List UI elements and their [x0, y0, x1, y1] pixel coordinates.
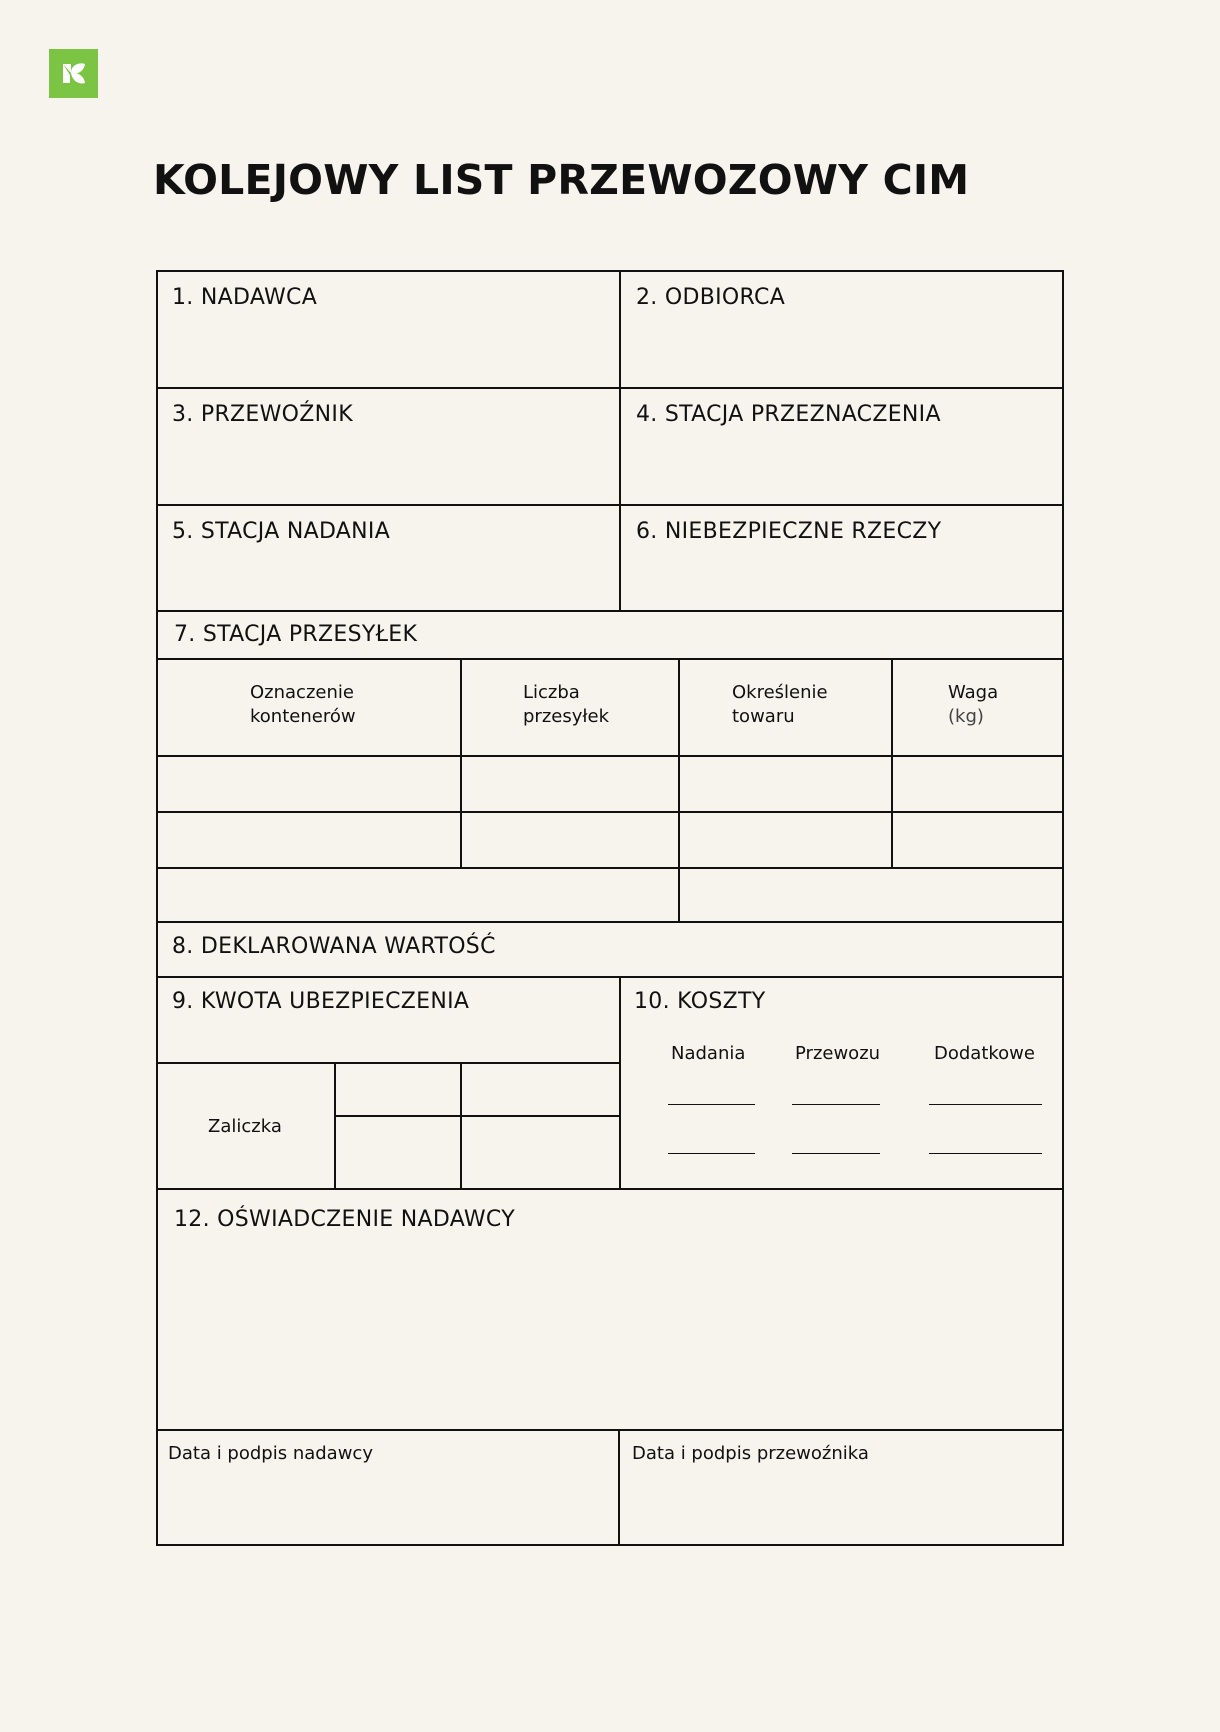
sender-signature-label: Data i podpis nadawcy: [168, 1443, 373, 1464]
cost-fill-line[interactable]: [792, 1153, 880, 1154]
cost-label-przewozu: Przewozu: [795, 1043, 881, 1064]
section-sender-declaration: 12. OŚWIADCZENIE NADAWCY: [174, 1207, 515, 1232]
rule: [156, 387, 1064, 389]
declared-value-field[interactable]: [680, 869, 1062, 921]
section-sender: 1. NADAWCA: [172, 285, 318, 310]
advance-field[interactable]: [462, 1064, 619, 1115]
advance-field[interactable]: [336, 1064, 460, 1115]
section-declared-value: 8. DEKLAROWANA WARTOŚĆ: [172, 934, 496, 959]
border-right: [1062, 270, 1064, 1546]
section-destination-station: 4. STACJA PRZEZNACZENIA: [636, 402, 941, 427]
section-costs: 10. KOSZTY: [634, 989, 766, 1014]
header-package-count: Liczba przesyłek: [523, 682, 609, 727]
leaf-logo-icon: [49, 49, 98, 98]
header-goods-description: Określenie towaru: [732, 682, 828, 727]
section-recipient: 2. ODBIORCA: [636, 285, 786, 310]
section-origin-station: 5. STACJA NADANIA: [172, 519, 391, 544]
input-cell[interactable]: [158, 757, 460, 811]
rule: [156, 921, 1064, 923]
rule: [619, 270, 621, 611]
border-top: [156, 270, 1064, 272]
header-container-marking: Oznaczenie kontenerów: [250, 682, 356, 727]
cost-fill-line[interactable]: [929, 1104, 1042, 1105]
rule: [156, 610, 1064, 612]
rule: [156, 504, 1064, 506]
sender-signature-field[interactable]: [158, 1470, 618, 1544]
section-shipment-station: 7. STACJA PRZESYŁEK: [174, 622, 418, 647]
cost-label-nadania: Nadania: [671, 1043, 746, 1064]
rule: [156, 1188, 1064, 1190]
advance-label: Zaliczka: [208, 1116, 282, 1137]
carrier-signature-field[interactable]: [620, 1470, 1062, 1544]
section-carrier: 3. PRZEWOŹNIK: [172, 402, 353, 427]
cost-fill-line[interactable]: [792, 1104, 880, 1105]
input-cell[interactable]: [893, 757, 1062, 811]
cost-fill-line[interactable]: [929, 1153, 1042, 1154]
rule: [156, 976, 1064, 978]
header-weight: Waga (kg): [948, 682, 999, 727]
rule: [619, 976, 621, 1189]
input-cell[interactable]: [680, 813, 891, 867]
input-cell[interactable]: [158, 813, 460, 867]
cost-fill-line[interactable]: [668, 1104, 755, 1105]
advance-field[interactable]: [462, 1117, 619, 1188]
input-cell[interactable]: [462, 757, 678, 811]
section-insurance-amount: 9. KWOTA UBEZPIECZENIA: [172, 989, 470, 1014]
rule: [156, 658, 1064, 660]
cost-label-dodatkowe: Dodatkowe: [934, 1043, 1035, 1064]
input-cell[interactable]: [680, 757, 891, 811]
cost-fill-line[interactable]: [668, 1153, 755, 1154]
border-bottom: [156, 1544, 1064, 1546]
waybill-form: [156, 270, 1064, 1546]
carrier-signature-label: Data i podpis przewoźnika: [632, 1443, 869, 1464]
rule: [156, 1429, 1064, 1431]
page-title: KOLEJOWY LIST PRZEWOZOWY CIM: [153, 156, 970, 204]
declaration-field[interactable]: [158, 1245, 1062, 1427]
advance-field[interactable]: [336, 1117, 460, 1188]
section-dangerous-goods: 6. NIEBEZPIECZNE RZECZY: [636, 519, 942, 544]
input-cell[interactable]: [893, 813, 1062, 867]
input-cell[interactable]: [462, 813, 678, 867]
